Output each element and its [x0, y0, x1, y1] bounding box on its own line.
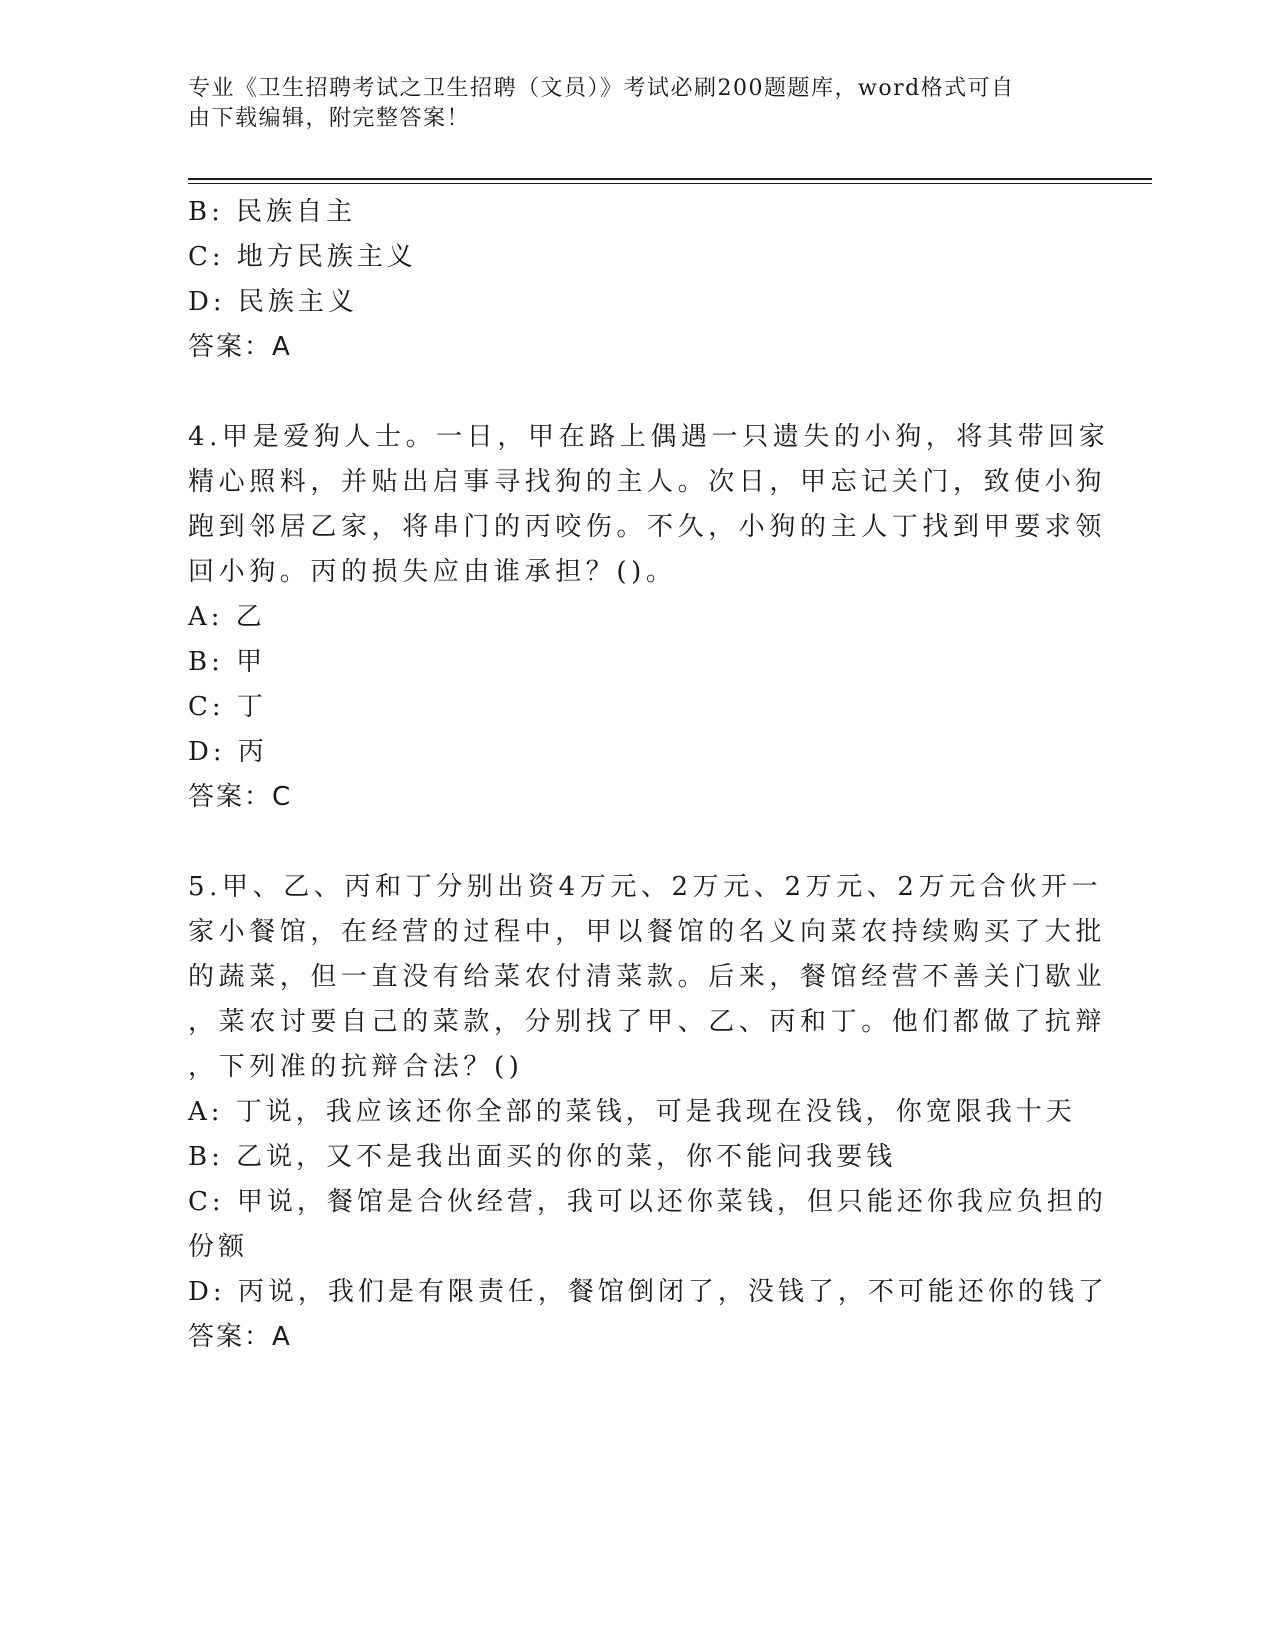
header-line-2: 由下载编辑，附完整答案！	[188, 106, 471, 131]
spacer	[188, 820, 1088, 865]
q4-option-c: C: 丁	[188, 692, 267, 722]
q4-stem-line: 回小狗。丙的损失应由谁承担？()。	[188, 557, 677, 587]
q4-stem	[188, 415, 1110, 595]
question-content	[188, 190, 1110, 1360]
q5-option-c-continued: 份额	[188, 1232, 249, 1262]
spacer	[188, 370, 1088, 415]
q5-option-d: D: 丙说，我们是有限责任，餐馆倒闭了，没钱了，不可能还你的钱了	[188, 1277, 1108, 1307]
header-rule-thick	[188, 178, 1152, 180]
page-header	[188, 74, 1068, 134]
q5-answer: 答案：A	[188, 1322, 292, 1352]
q5-stem-line: ，菜农讨要自己的菜款，分别找了甲、乙、丙和丁。他们都做了抗辩	[188, 1007, 1107, 1037]
header-line-1: 专业《卫生招聘考试之卫生招聘（文员）》考试必刷200题题库，word格式可自	[188, 76, 1015, 101]
q4-option-d: D: 丙	[188, 737, 268, 767]
question-4-block	[188, 415, 1110, 820]
q5-stem-line: 的蔬菜，但一直没有给菜农付清菜款。后来，餐馆经营不善关门歇业	[188, 962, 1107, 992]
q5-stem	[188, 865, 1107, 1090]
question-3-block	[188, 190, 1088, 370]
q4-stem-line: 4.甲是爱狗人士。一日，甲在路上偶遇一只遗失的小狗，将其带回家	[188, 422, 1110, 452]
q4-answer: 答案：C	[188, 782, 293, 812]
q3-option-b: B: 民族自主	[188, 197, 357, 227]
q4-stem-line: 精心照料，并贴出启事寻找狗的主人。次日，甲忘记关门，致使小狗	[188, 467, 1107, 497]
q5-stem-line: 家小餐馆，在经营的过程中，甲以餐馆的名义向菜农持续购买了大批	[188, 917, 1107, 947]
q3-option-c: C: 地方民族主义	[188, 242, 417, 272]
q5-stem-line: ，下列准的抗辩合法？()	[188, 1052, 524, 1082]
header-rule-thin	[188, 183, 1152, 184]
q5-stem-line: 5.甲、乙、丙和丁分别出资4万元、2万元、2万元、2万元合伙开一	[188, 872, 1103, 902]
q5-option-b: B: 乙说，又不是我出面买的你的菜，你不能问我要钱	[188, 1142, 897, 1172]
q3-option-d: D: 民族主义	[188, 287, 358, 317]
q3-answer: 答案：A	[188, 332, 292, 362]
question-5-block	[188, 865, 1108, 1360]
q5-option-c: C: 甲说，餐馆是合伙经营，我可以还你菜钱，但只能还你我应负担的	[188, 1187, 1107, 1217]
q5-option-a: A: 丁说，我应该还你全部的菜钱，可是我现在没钱，你宽限我十天	[188, 1097, 1076, 1127]
q4-option-a: A: 乙	[188, 602, 266, 632]
q4-stem-line: 跑到邻居乙家，将串门的丙咬伤。不久，小狗的主人丁找到甲要求领	[188, 512, 1107, 542]
q4-option-b: B: 甲	[188, 647, 267, 677]
